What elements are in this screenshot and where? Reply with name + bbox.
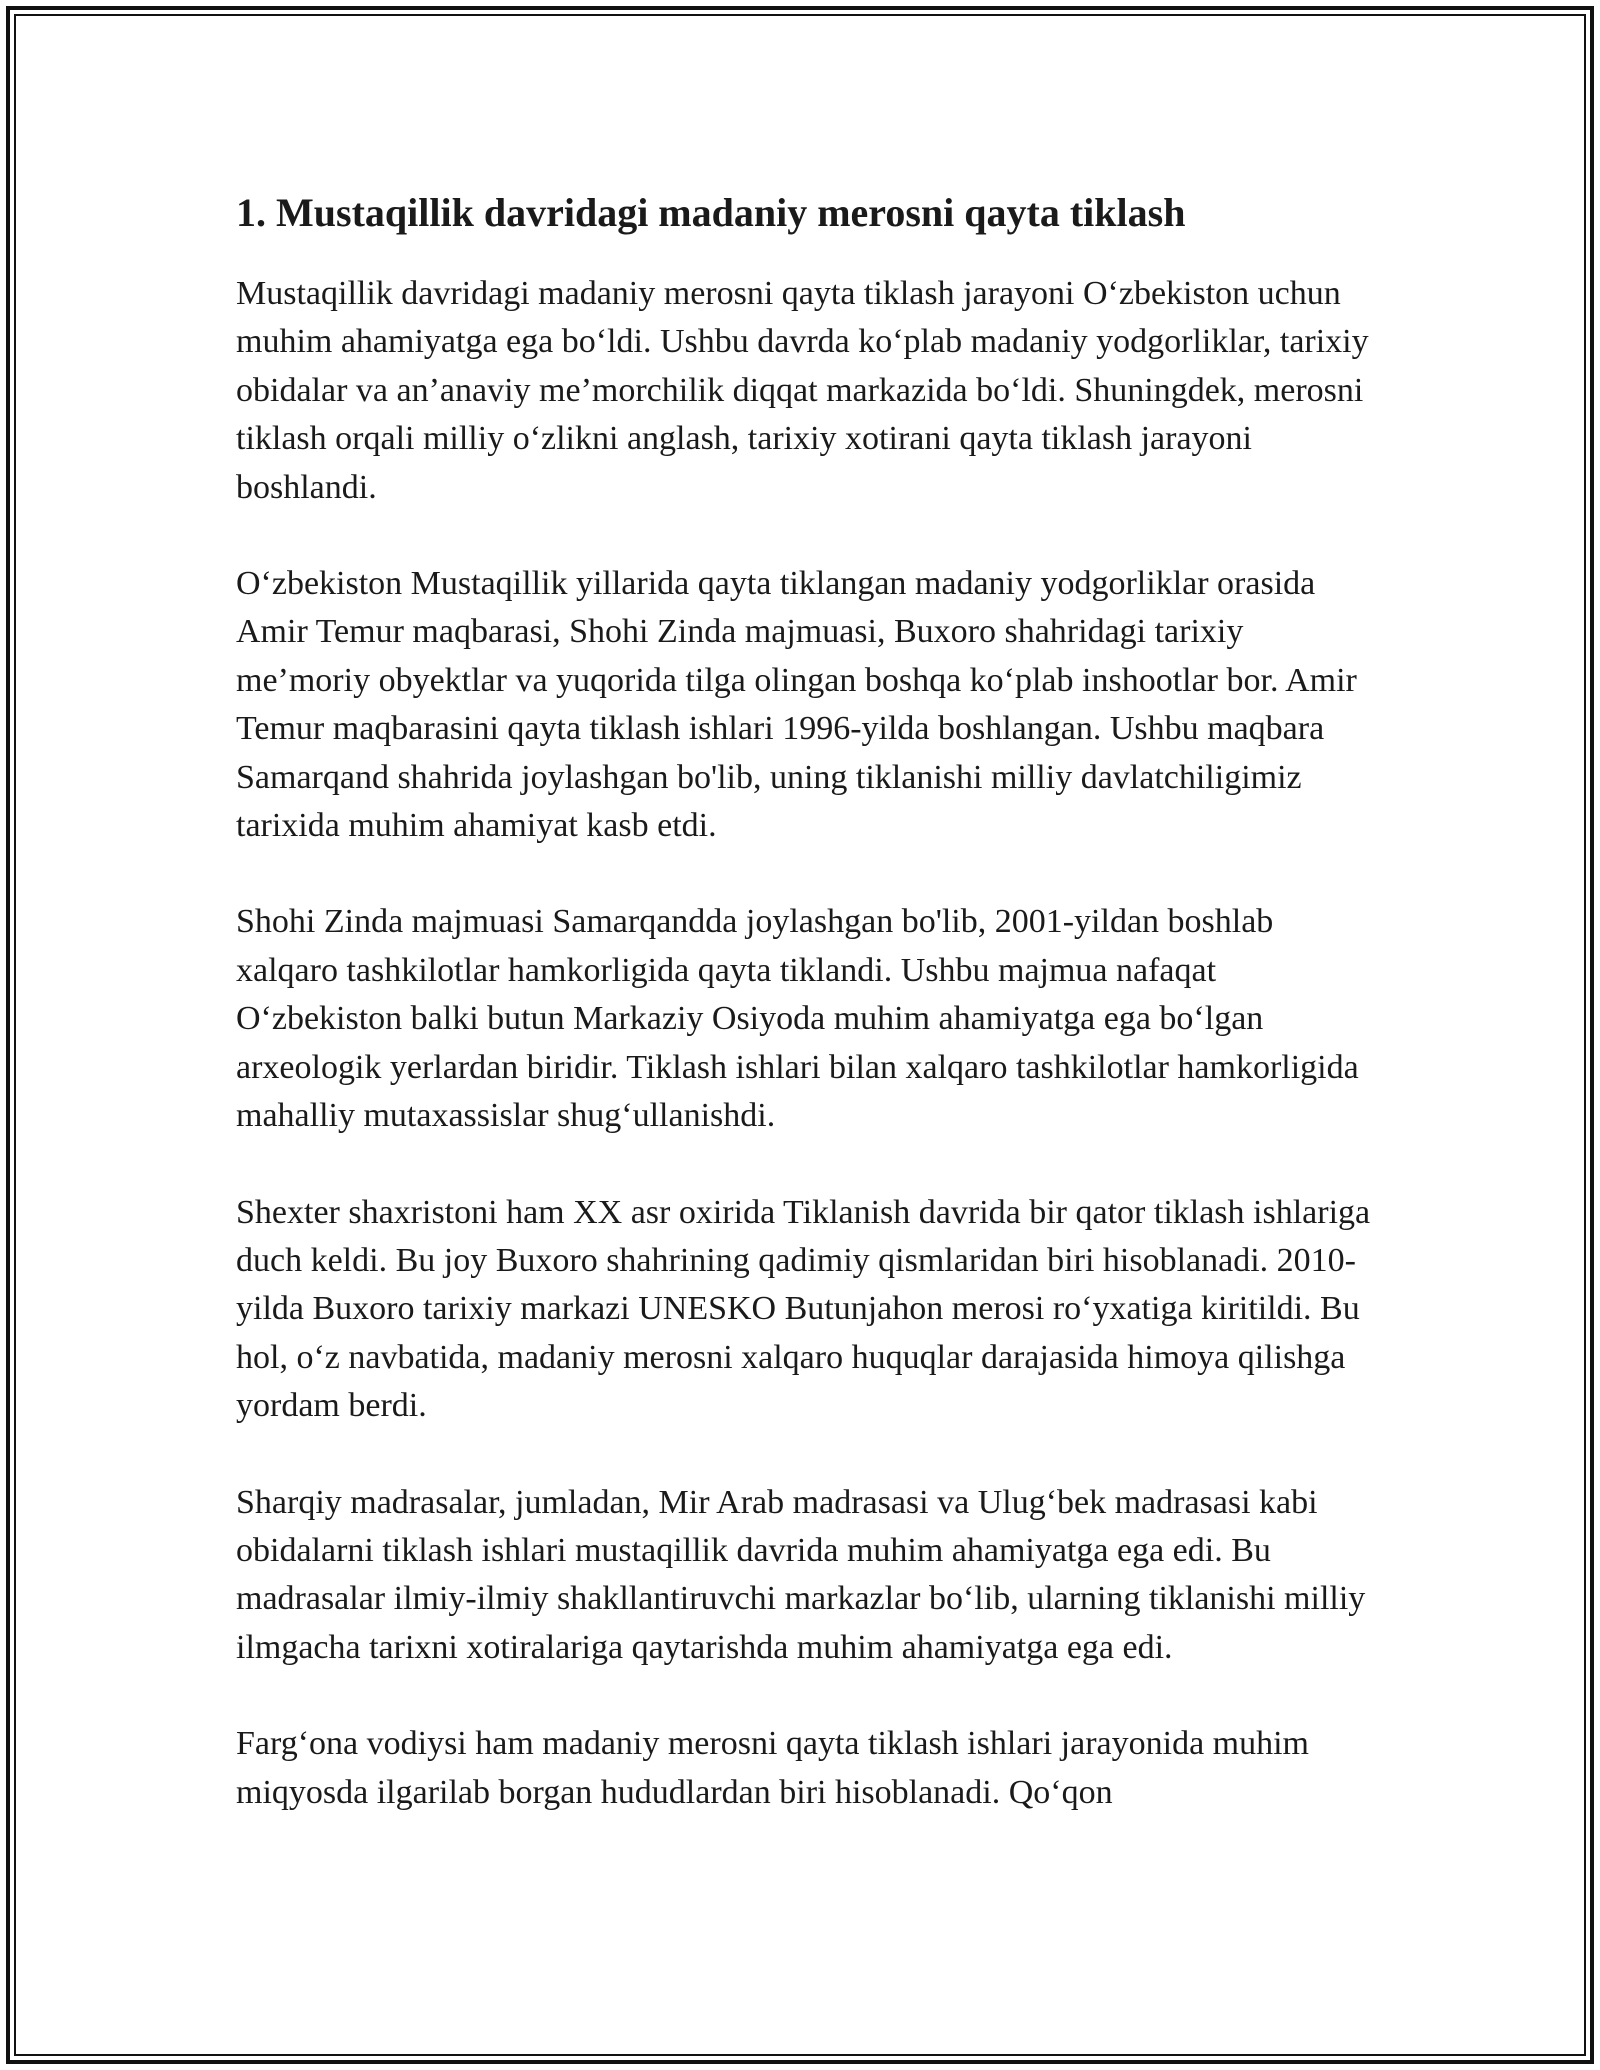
- paragraph-6: Farg‘ona vodiysi ham madaniy merosni qayta tiklash ishlari jarayonida muhim miqyosda ilgarilab borgan hududlardan biri hisoblanadi. Qo‘qon: [236, 1725, 1309, 1811]
- section-heading: 1. Mustaqillik davridagi madaniy merosni qayta tiklash: [236, 190, 1186, 235]
- paragraph-5: Sharqiy madrasalar, jumladan, Mir Arab madrasasi va Ulug‘bek madrasasi kabi obidalarni tiklash ishlari mustaqillik davrida muhim ahamiyatga ega edi. Bu madrasalar ilmiy-ilmiy shakllantiruvchi markazlar bo‘lib, ularning tiklanishi milliy ilmgacha tarixni xotiralariga qaytarishda muhim ahamiyatga ega edi.: [236, 1483, 1366, 1666]
- paragraph-2: O‘zbekiston Mustaqillik yillarida qayta tiklangan madaniy yodgorliklar orasida Amir Temur maqbarasi, Shohi Zinda majmuasi, Buxoro shahridagi tarixiy me’moriy obyektlar va yuqorida tilga olingan boshqa ko‘plab inshootlar bor. Amir Temur maqbarasini qayta tiklash ishlari 1996-yilda boshlangan. Ushbu maqbara Samarqand shahrida joylashgan bo'lib, uning tiklanishi milliy davlatchiligimiz tarixida muhim ahamiyat kasb etdi.: [236, 565, 1357, 845]
- paragraph-3: Shohi Zinda majmuasi Samarqandda joylashgan bo'lib, 2001-yildan boshlab xalqaro tashkilotlar hamkorligida qayta tiklandi. Ushbu majmua nafaqat O‘zbekiston balki butun Markaziy Osiyoda muhim ahamiyatga ega bo‘lgan arxeologik yerlardan biridir. Tiklash ishlari bilan xalqaro tashkilotlar hamkorligida mahalliy mutaxassislar shug‘ullanishdi.: [236, 903, 1359, 1135]
- paragraph-1: Mustaqillik davridagi madaniy merosni qayta tiklash jarayoni O‘zbekiston uchun muhim ahamiyatga ega bo‘ldi. Ushbu davrda ko‘plab madaniy yodgorliklar, tarixiy obidalar va an’anaviy me’morchilik diqqat markazida bo‘ldi. Shuningdek, merosni tiklash orqali milliy o‘zlikni anglash, tarixiy xotirani qayta tiklash jarayoni boshlandi.: [236, 275, 1369, 506]
- document-body: [236, 180, 1376, 1865]
- paragraph-4: Shexter shaxristoni ham XX asr oxirida Tiklanish davrida bir qator tiklash ishlariga duch keldi. Bu joy Buxoro shahrining qadimiy qismlaridan biri hisoblanadi. 2010-yilda Buxoro tarixiy markazi UNESKO Butunjahon merosi ro‘yxatiga kiritildi. Bu hol, o‘z navbatida, madaniy merosni xalqaro huquqlar darajasida himoya qilishga yordam berdi.: [236, 1193, 1371, 1425]
